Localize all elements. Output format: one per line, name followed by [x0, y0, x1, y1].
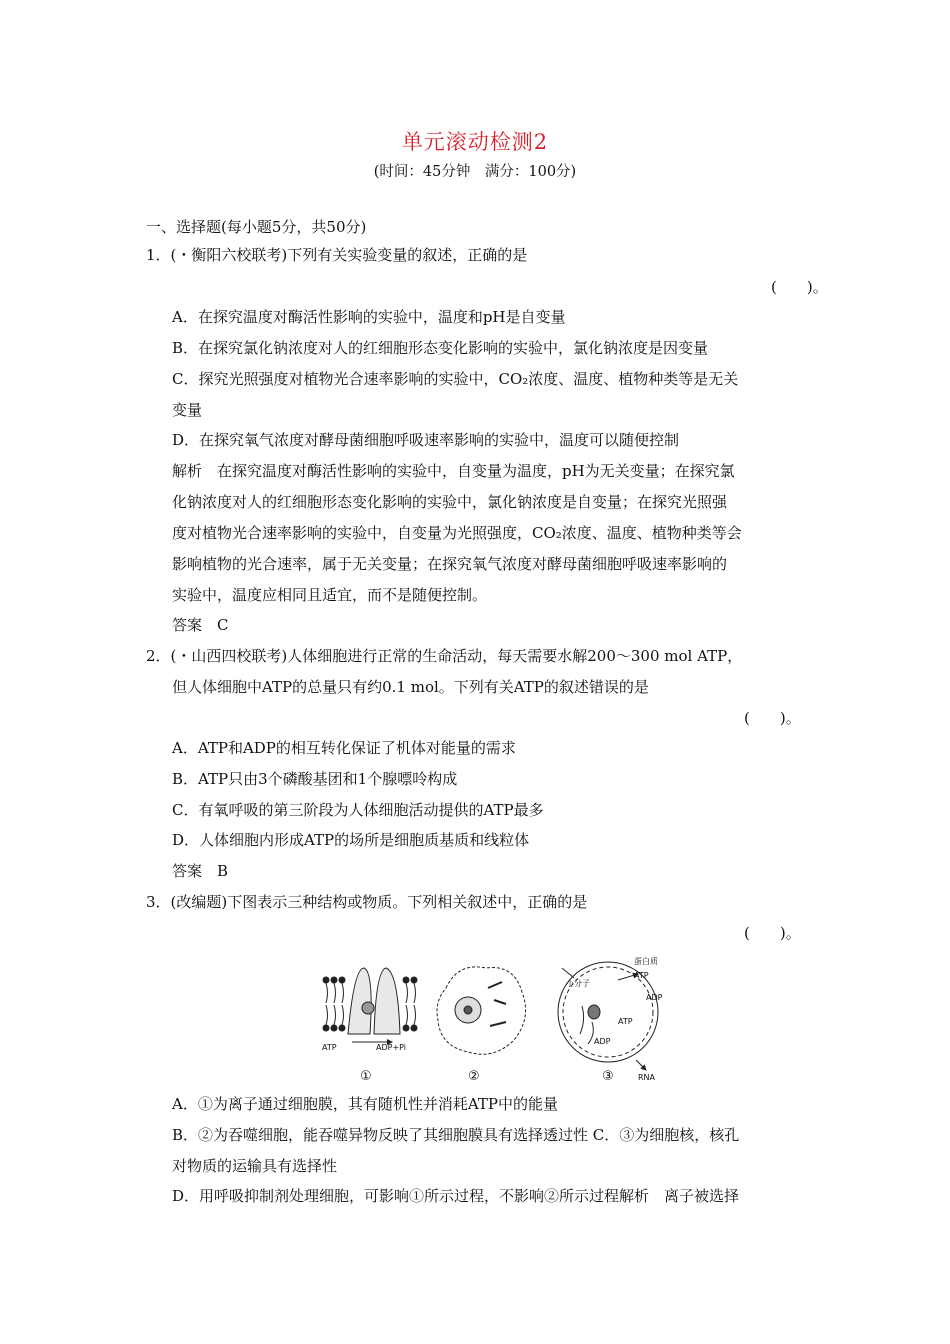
page-subtitle: (时间：45分钟 满分：100分)	[373, 164, 577, 180]
fig-label: ADP	[594, 1037, 611, 1046]
question-2-option-c: C．有氧呼吸的第三阶段为人体细胞活动提供的ATP最多	[172, 801, 544, 819]
question-1-option-c-cont: 变量	[172, 401, 203, 419]
question-1-option-b: B．在探究氯化钠浓度对人的红细胞形态变化影响的实验中，氯化钠浓度是因变量	[172, 339, 709, 357]
question-2-answer: 答案 B	[172, 862, 229, 880]
phagocyte-diagram	[437, 967, 526, 1054]
fig-label: 蛋白质	[634, 957, 658, 966]
fig-label: ATP	[618, 1017, 633, 1026]
fig-label: 小分子	[566, 979, 590, 988]
question-3-option-b-cont: 对物质的运输具有选择性	[172, 1157, 338, 1175]
question-1-answer: 答案 C	[172, 616, 229, 634]
fig-label: ②	[468, 1069, 480, 1084]
question-1-analysis-line: 度对植物光合速率影响的实验中，自变量为光照强度，CO₂浓度、温度、植物种类等会	[172, 524, 742, 542]
question-2-stem-cont: 但人体细胞中ATP的总量只有约0.1 mol。下列有关ATP的叙述错误的是	[172, 678, 649, 696]
channel-protein-left	[348, 968, 371, 1034]
fig-label: ATP	[634, 971, 649, 980]
question-1-analysis-line: 化钠浓度对人的红细胞形态变化影响的实验中，氯化钠浓度是自变量；在探究光照强	[172, 493, 728, 511]
question-2-stem: 2．(・山西四校联考)人体细胞进行正常的生命活动，每天需要水解200～300 mol ATP，	[146, 647, 743, 665]
question-2-option-a: A．ATP和ADP的相互转化保证了机体对能量的需求	[172, 739, 516, 757]
question-1-option-c: C．探究光照强度对植物光合速率影响的实验中，CO₂浓度、温度、植物种类等是无关	[172, 370, 739, 388]
section-heading: 一、选择题(每小题5分，共50分)	[146, 218, 367, 236]
question-2-option-d: D．人体细胞内形成ATP的场所是细胞质基质和线粒体	[172, 831, 530, 849]
fig-label: ③	[602, 1069, 614, 1084]
fig-label: ATP	[322, 1043, 337, 1052]
question-1-analysis-line: 实验中，温度应相同且适宜，而不是随便控制。	[172, 586, 488, 604]
fig-label: RNA	[638, 1073, 656, 1082]
question-3-figure	[318, 948, 670, 1090]
question-1-stem: 1．(・衡阳六校联考)下列有关实验变量的叙述，正确的是	[146, 246, 528, 264]
page-title: 单元滚动检测2	[401, 130, 549, 154]
question-1-analysis-line: 解析 在探究温度对酶活性影响的实验中，自变量为温度，pH为无关变量；在探究氯	[172, 462, 735, 480]
question-3-option-a: A．①为离子通过细胞膜，其有随机性并消耗ATP中的能量	[172, 1095, 558, 1113]
question-1-analysis-line: 影响植物的光合速率，属于无关变量；在探究氧气浓度对酵母菌细胞呼吸速率影响的	[172, 555, 728, 573]
fig-label: ADP+Pi	[376, 1043, 407, 1052]
question-2-answer-paren: ( )。	[744, 709, 801, 727]
question-1-option-d: D．在探究氧气浓度对酵母菌细胞呼吸速率影响的实验中，温度可以随便控制	[172, 431, 680, 449]
question-3-option-d: D．用呼吸抑制剂处理细胞，可影响①所示过程，不影响②所示过程解析 离子被选择	[172, 1187, 740, 1205]
fig-label: ADP	[646, 993, 663, 1002]
question-1-answer-paren: ( )。	[771, 278, 828, 296]
fig-label: ①	[360, 1069, 372, 1084]
question-1-option-a: A．在探究温度对酶活性影响的实验中，温度和pH是自变量	[172, 308, 566, 326]
question-2-option-b: B．ATP只由3个磷酸基团和1个腺嘌呤构成	[172, 770, 458, 788]
question-3-answer-paren: ( )。	[744, 924, 801, 942]
question-3-stem: 3．(改编题)下图表示三种结构或物质。下列相关叙述中，正确的是	[146, 893, 588, 911]
channel-protein-right	[374, 968, 400, 1034]
membrane-diagram	[323, 968, 417, 1042]
question-3-option-b: B．②为吞噬细胞，能吞噬异物反映了其细胞膜具有选择透过性 C．③为细胞核，核孔	[172, 1126, 740, 1144]
